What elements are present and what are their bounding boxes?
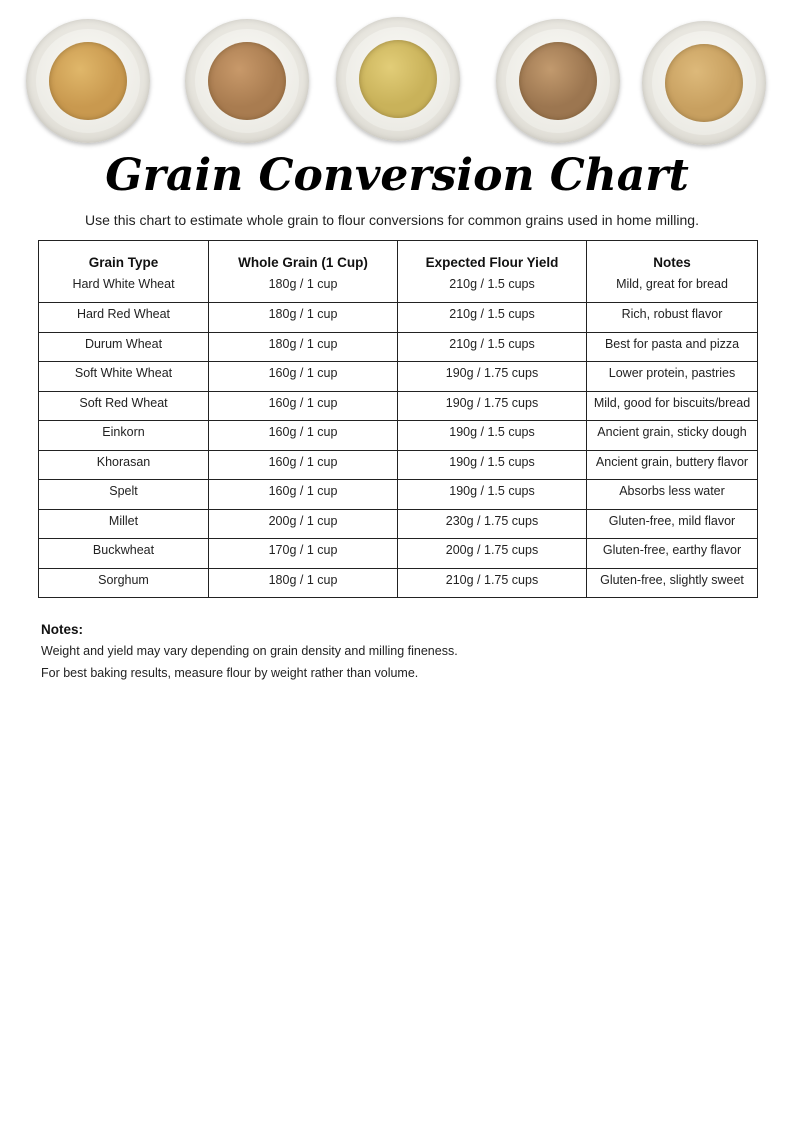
cell-notes: Gluten-free, mild flavor: [587, 509, 758, 539]
grain-bowl-2: [185, 19, 309, 143]
cell-flour-yield: 190g / 1.5 cups: [398, 450, 587, 480]
cell-whole-grain: 160g / 1 cup: [209, 480, 398, 510]
table-row: [39, 391, 758, 421]
cell-notes: Mild, good for biscuits/bread: [587, 391, 758, 421]
cell-flour-yield: 200g / 1.75 cups: [398, 539, 587, 569]
grain-bowl-5: [642, 21, 766, 145]
table-row: [39, 509, 758, 539]
table-row: [39, 332, 758, 362]
cell-grain-type: Einkorn: [39, 421, 209, 451]
cell-notes: Rich, robust flavor: [587, 303, 758, 333]
notes-heading: Notes:: [41, 622, 84, 637]
grain-photo: [665, 44, 743, 122]
page-title: Grain Conversion Chart: [105, 150, 689, 201]
cell-flour-yield: 190g / 1.5 cups: [398, 480, 587, 510]
page-subtitle: Use this chart to estimate whole grain to flour conversions for common grains used in home milling.: [85, 212, 699, 228]
table-row: [39, 303, 758, 333]
cell-flour-yield: 230g / 1.75 cups: [398, 509, 587, 539]
cell-whole-grain: 160g / 1 cup: [209, 391, 398, 421]
cell-flour-yield: 210g / 1.5 cups: [398, 273, 587, 303]
cell-grain-type: Soft White Wheat: [39, 362, 209, 392]
table-row: [39, 480, 758, 510]
column-header-grain-type: Grain Type: [39, 241, 209, 274]
cell-flour-yield: 210g / 1.5 cups: [398, 303, 587, 333]
cell-grain-type: Hard Red Wheat: [39, 303, 209, 333]
cell-whole-grain: 200g / 1 cup: [209, 509, 398, 539]
cell-whole-grain: 180g / 1 cup: [209, 273, 398, 303]
cell-grain-type: Durum Wheat: [39, 332, 209, 362]
cell-flour-yield: 210g / 1.75 cups: [398, 568, 587, 598]
cell-grain-type: Hard White Wheat: [39, 273, 209, 303]
notes-line: For best baking results, measure flour by weight rather than volume.: [41, 666, 419, 680]
cell-whole-grain: 160g / 1 cup: [209, 362, 398, 392]
cell-flour-yield: 190g / 1.75 cups: [398, 362, 587, 392]
cell-flour-yield: 190g / 1.5 cups: [398, 421, 587, 451]
grain-bowls-banner: [0, 0, 794, 150]
cell-grain-type: Sorghum: [39, 568, 209, 598]
cell-whole-grain: 160g / 1 cup: [209, 450, 398, 480]
cell-whole-grain: 180g / 1 cup: [209, 568, 398, 598]
table-body: [39, 273, 758, 598]
table-row: [39, 568, 758, 598]
cell-notes: Ancient grain, buttery flavor: [587, 450, 758, 480]
cell-notes: Gluten-free, slightly sweet: [587, 568, 758, 598]
column-header-whole-grain: Whole Grain (1 Cup): [209, 241, 398, 274]
grain-photo: [519, 42, 597, 120]
cell-whole-grain: 170g / 1 cup: [209, 539, 398, 569]
table-row: [39, 450, 758, 480]
grain-conversion-table: [38, 240, 758, 598]
grain-photo: [208, 42, 286, 120]
cell-grain-type: Khorasan: [39, 450, 209, 480]
cell-whole-grain: 160g / 1 cup: [209, 421, 398, 451]
notes-section: [41, 620, 741, 684]
grain-bowl-4: [496, 19, 620, 143]
cell-whole-grain: 180g / 1 cup: [209, 303, 398, 333]
cell-flour-yield: 210g / 1.5 cups: [398, 332, 587, 362]
table-row: [39, 273, 758, 303]
column-header-flour-yield: Expected Flour Yield: [398, 241, 587, 274]
cell-notes: Ancient grain, sticky dough: [587, 421, 758, 451]
grain-bowl-1: [26, 19, 150, 143]
column-header-notes: Notes: [587, 241, 758, 274]
cell-notes: Mild, great for bread: [587, 273, 758, 303]
cell-grain-type: Buckwheat: [39, 539, 209, 569]
cell-grain-type: Spelt: [39, 480, 209, 510]
cell-grain-type: Soft Red Wheat: [39, 391, 209, 421]
cell-grain-type: Millet: [39, 509, 209, 539]
table-row: [39, 421, 758, 451]
table-header-row: [39, 241, 758, 274]
table-row: [39, 539, 758, 569]
table-row: [39, 362, 758, 392]
cell-notes: Gluten-free, earthy flavor: [587, 539, 758, 569]
cell-notes: Lower protein, pastries: [587, 362, 758, 392]
cell-notes: Absorbs less water: [587, 480, 758, 510]
grain-photo: [359, 40, 437, 118]
cell-flour-yield: 190g / 1.75 cups: [398, 391, 587, 421]
grain-bowl-3: [336, 17, 460, 141]
grain-photo: [49, 42, 127, 120]
cell-notes: Best for pasta and pizza: [587, 332, 758, 362]
notes-line: Weight and yield may vary depending on grain density and milling fineness.: [41, 644, 458, 658]
cell-whole-grain: 180g / 1 cup: [209, 332, 398, 362]
